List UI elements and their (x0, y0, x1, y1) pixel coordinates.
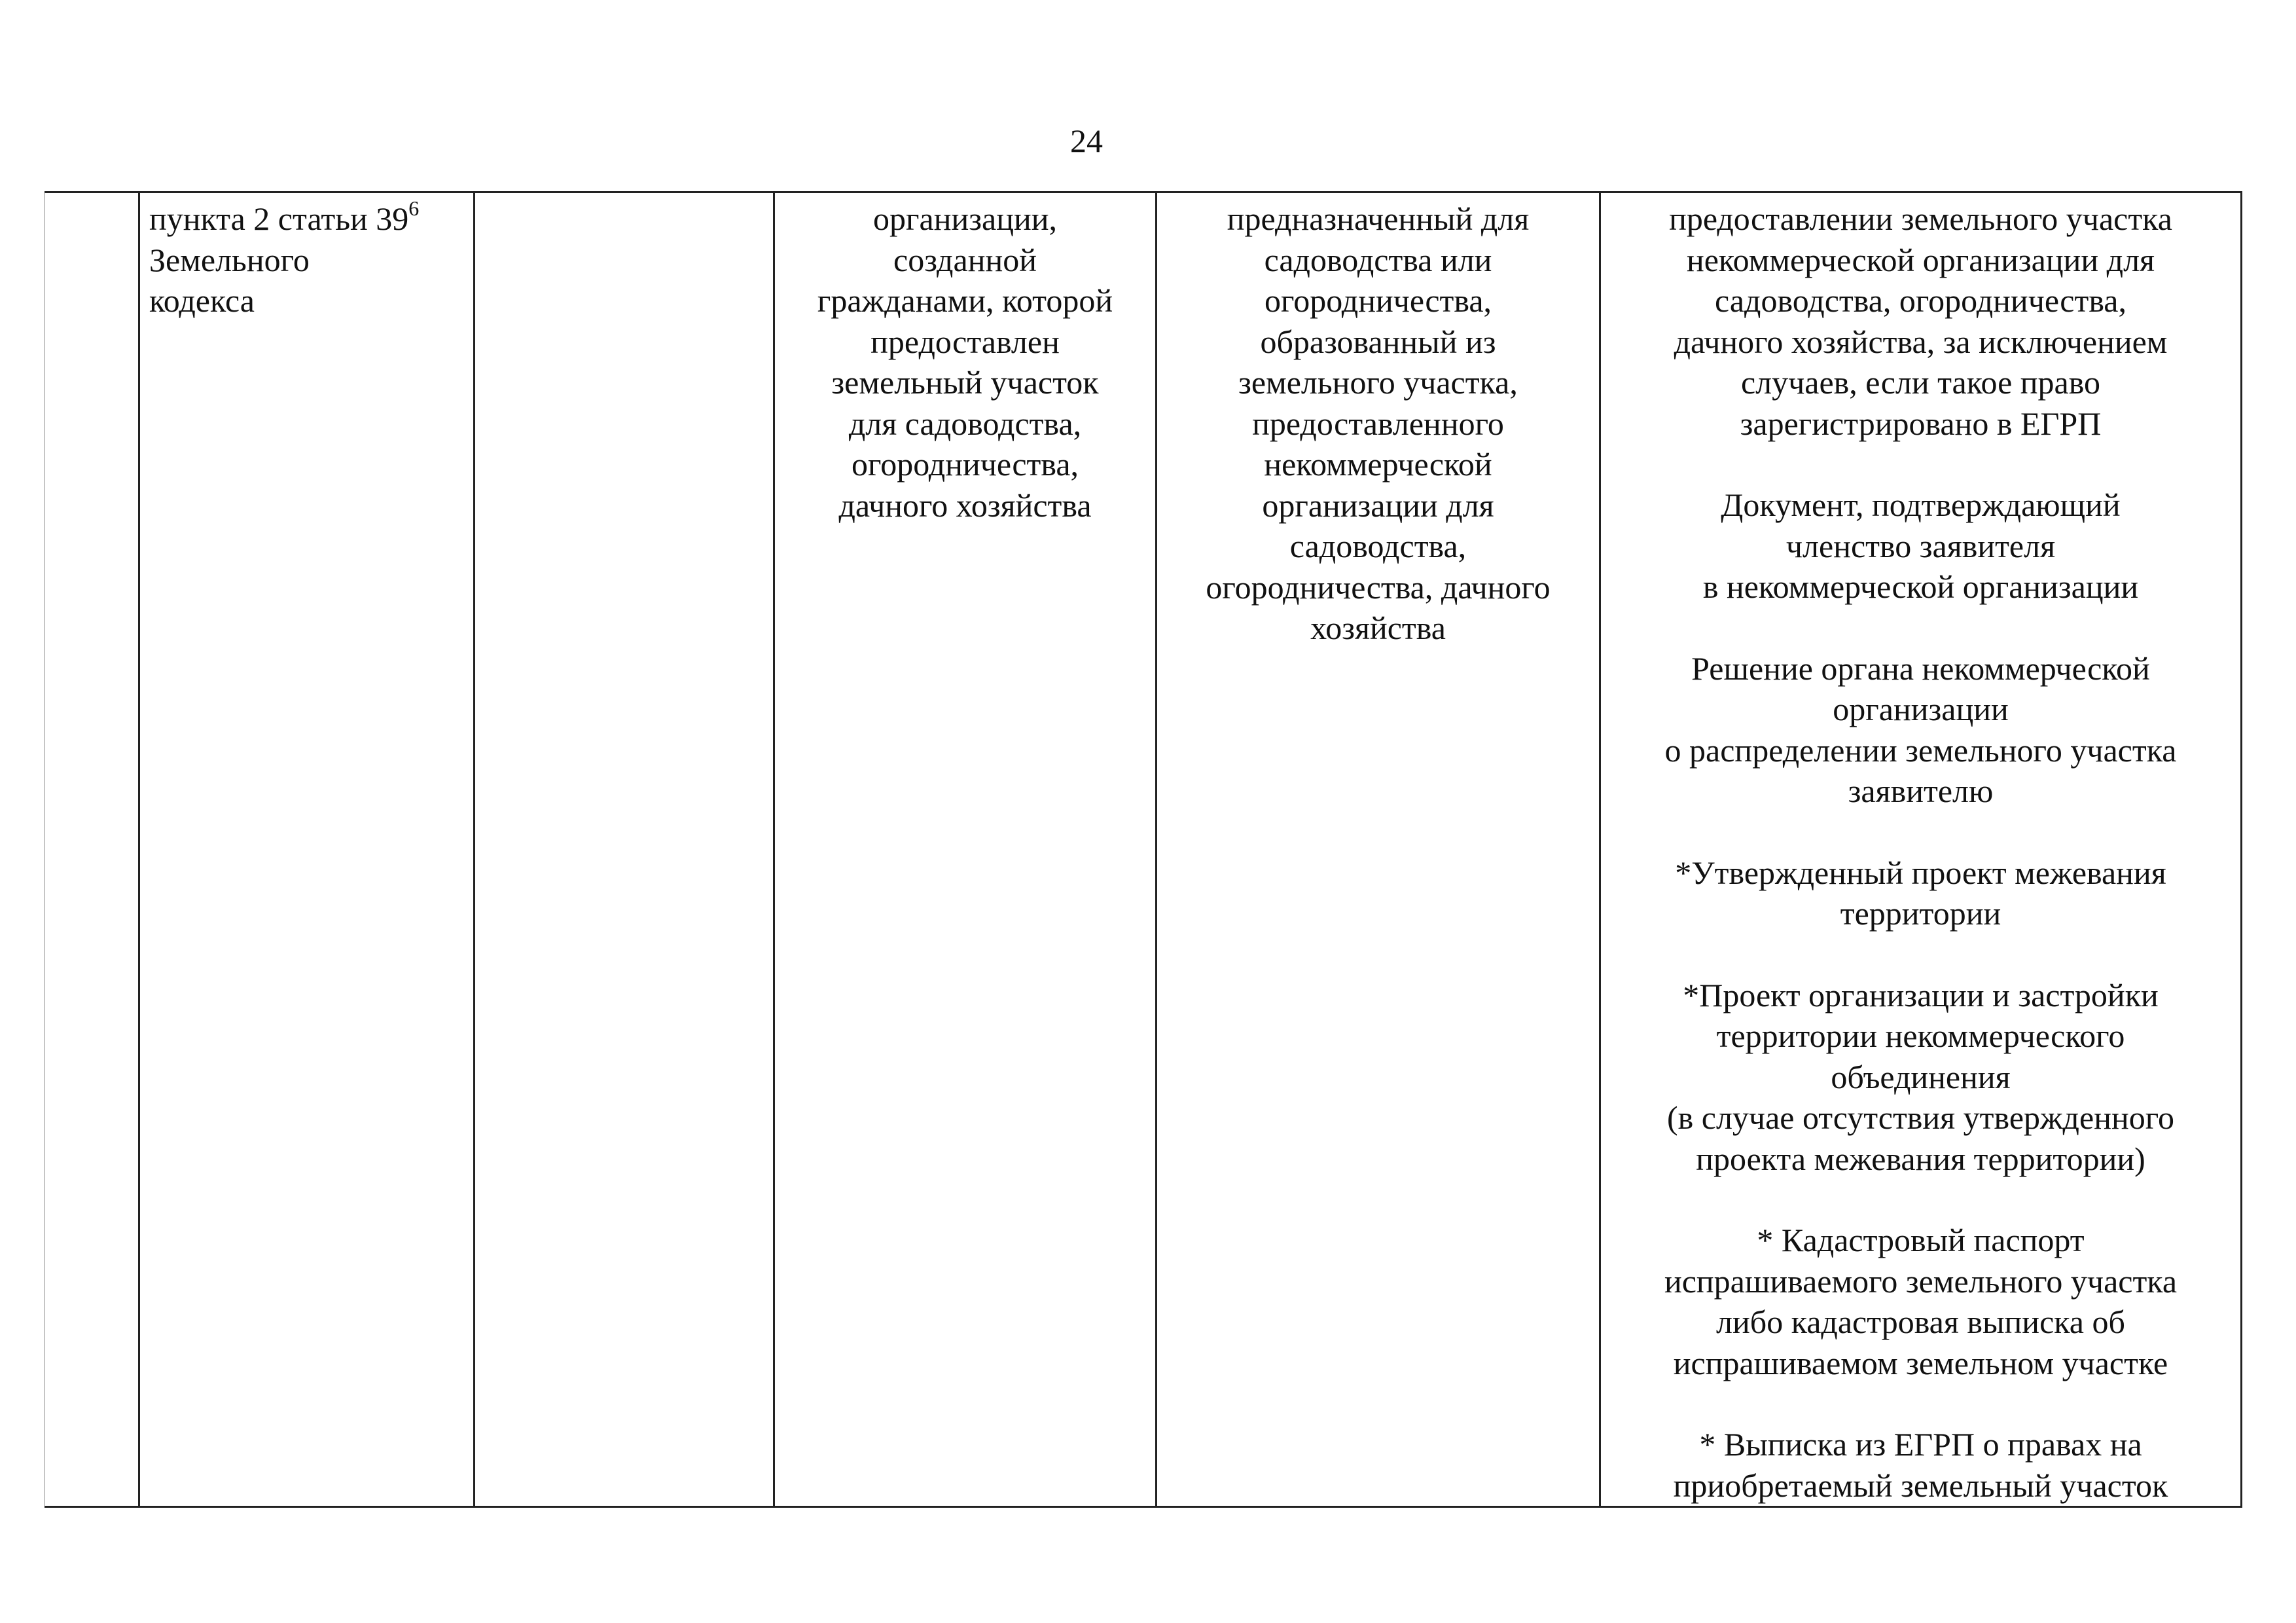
table-cell-applicant (774, 192, 1157, 1507)
table-cell-empty (475, 192, 774, 1507)
page-number: 24 (1070, 122, 1103, 159)
legal-basis-rest: Земельного кодекса (149, 241, 310, 319)
document-table (45, 191, 2242, 1508)
legal-basis-superscript: 6 (408, 196, 420, 221)
land-plot-text: предназначенный для садоводства или огородничества, образованный из земельного участка, предоставленного некоммерческой организации для садоводства, огородничества, дачного хозяйства (1206, 200, 1551, 646)
documents-paragraph: Решение органа некоммерческой организации о распределении земельного участка заявителю (1664, 649, 2177, 809)
documents-paragraph: * Выписка из ЕГРП о правах на приобретаемый земельный участок (1673, 1426, 2168, 1504)
table-row (45, 192, 2242, 1507)
applicant-text: организации, созданной гражданами, которой предоставлен земельный участок для садоводства, огородничества, дачного хозяйства (817, 200, 1113, 524)
documents-paragraph: Документ, подтверждающий членство заявителя в некоммерческой организации (1702, 486, 2139, 605)
table-cell-number (45, 192, 139, 1507)
documents-paragraph: предоставлении земельного участка некоммерческой организации для садоводства, огородничества, дачного хозяйства, за исключением случаев, если такое право зарегистрировано в ЕГРП (1669, 200, 2172, 442)
documents-paragraph: * Кадастровый паспорт испрашиваемого земельного участка либо кадастровая выписка об испрашиваемом земельном участке (1664, 1222, 2178, 1381)
documents-paragraph: *Утвержденный проект межевания территории (1675, 854, 2166, 932)
legal-basis-text: пункта 2 статьи 39 (149, 200, 409, 237)
table-cell-land-plot (1157, 192, 1600, 1507)
documents-paragraph: *Проект организации и застройки территории некоммерческого объединения (в случае отсутствия утвержденного проекта межевания территории) (1667, 976, 2174, 1177)
table-cell-documents (1600, 192, 2242, 1507)
table-cell-legal-basis (139, 192, 475, 1507)
